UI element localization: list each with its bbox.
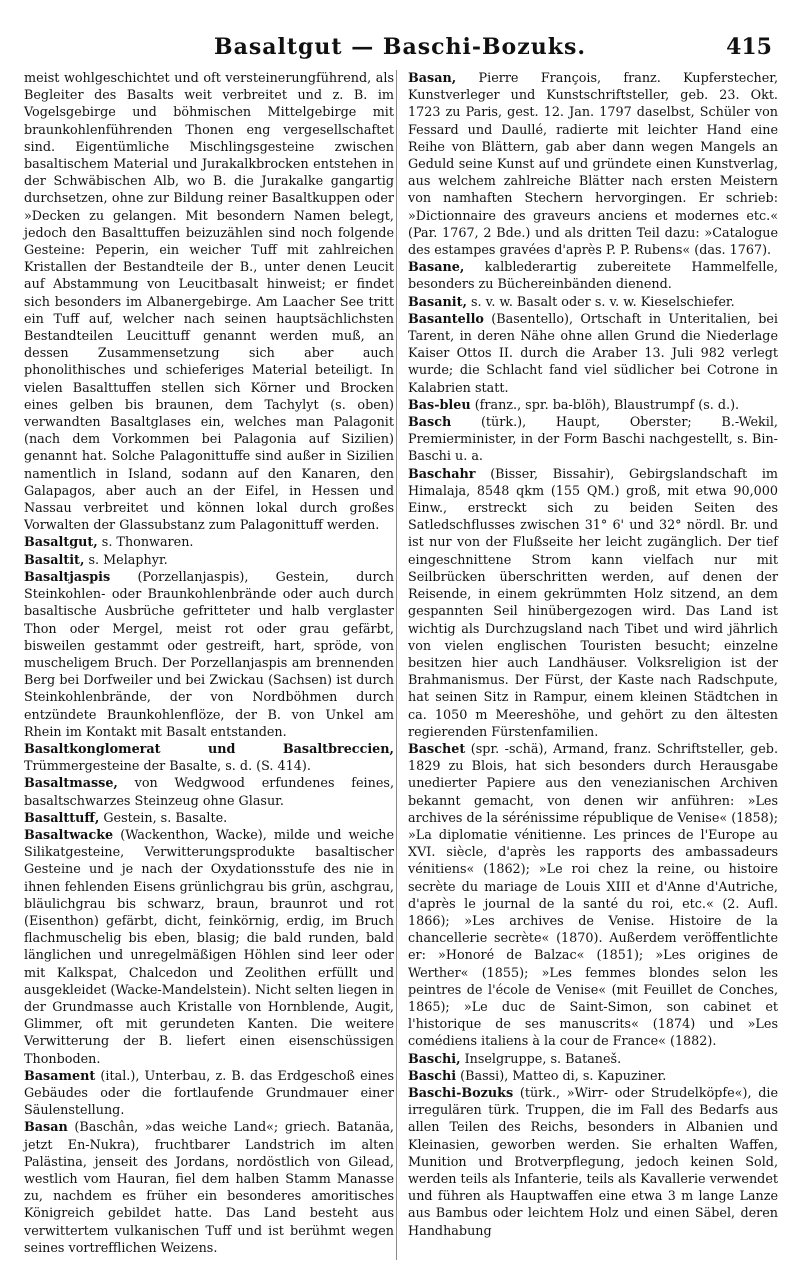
entry-text: kalblederartig zubereitete Hammelfelle, besonders zu Büchereinbänden dienend. (408, 260, 778, 293)
entry-headword: Basaltmasse, (24, 776, 118, 792)
entry-headword: Basaltkonglomerat und Basaltbreccien, (24, 741, 394, 757)
entry-headword: Basaltit, (24, 552, 85, 568)
entry-text: Inselgruppe, s. Bataneš. (460, 1051, 622, 1067)
entry-text: Trümmergesteine der Basalte, s. d. (S. 414). (24, 759, 311, 775)
entry-text: von Wedgwood erfundenes feines, basaltschwarzes Steinzeug ohne Glasur. (24, 776, 394, 809)
page-number: 415 (726, 34, 772, 60)
entry-headword: Basament (24, 1068, 96, 1084)
entry-headword: Baschi, (408, 1051, 461, 1067)
dictionary-entry (408, 741, 778, 1051)
entry-text: (türk., »Wirr- oder Strudelköpfe«), die irregulären türk. Truppen, die im Fall des Bedarfs aus allen Teilen des Reichs, besonders in Albanien und Kleinasien, geworben werden. Sie erhalten Waffen, Munition und Brotverpflegung, jedoch keinen Sold, werden teils als Infanterie, teils als Kavallerie verwendet und führen als Hauptwaffen eine etwa 3 m lange Lanze aus Bambus oder leichtem Holz und einen Säbel, deren Handhabung (408, 1085, 778, 1239)
dictionary-entry (408, 259, 778, 293)
running-header (24, 34, 776, 64)
entry-text: (franz., spr. ba-blöh), Blaustrumpf (s. d.). (470, 397, 740, 413)
entry-text: s. Thonwaren. (97, 535, 194, 551)
dictionary-entry (408, 294, 778, 311)
entry-headword: Basaltwacke (24, 827, 114, 843)
entry-text: (spr. -schä), Armand, franz. Schriftsteller, geb. 1829 zu Blois, hat sich besonders durch Herausgabe unedierter Papiere aus den venezianischen Archiven bekannt gemacht, von denen wir anführen: »Les archives de la sérénissime république de Venise« (1858); »La diplomatie vénitienne. Les princes de l'Europe au XVI. siècle, d'après les rapports des ambassadeurs vénitiens« (1862); »Le roi chez la reine, ou histoire secrète du mariage de Louis XIII et d'Anne d'Autriche, d'après le journal de la santé du roi, etc.« (2. Aufl. 1866); »Les archives de Venise. Histoire de la chancellerie secrète« (1870). Außerdem veröffentlichte er: »Honoré de Balzac« (1851); »Les origines de Werther« (1855); »Les femmes blondes selon les peintres de l'école de Venise« (mit Feuillet de Conches, 1865); »Le duc de Saint-Simon, son cabinet et l'historique de ses manuscrits« (1874) und »Les comédiens italiens à la cour de France« (1882). (408, 741, 778, 1050)
entry-headword: Baschahr (408, 466, 476, 482)
entry-text: meist wohlgeschichtet und oft versteinerungführend, als Begleiter des Basalts weit verbreitet und z. B. im Vogelsgebirge und böhmischen Mittelgebirge mit braunkohlenführenden Thonen eng vergesellschaftet sind. Eigentümliche Mischlingsgesteine zwischen basaltischem Material und Jurakalkbrocken entstehen in der Schwäbischen Alb, wo B. die Jurakalke gangartig durchsetzen, ohne zur Bildung reiner Basaltkuppen oder »Decken zu gelangen. Mit besondern Namen belegt, jedoch den Basalttuffen beizuzählen sind noch folgende Gesteine: Peperin, ein weicher Tuff mit zahlreichen Kristallen der Bestandteile der B., unter denen Leucit auf Abstammung von Leucitbasalt hinweist; er findet sich besonders im Albanergebirge. Am Laacher See tritt ein Tuff auf, welcher nach seinen hauptsächlichsten Bestandteilen Leucittuff genannt werden muß, an dessen Zusammensetzung sich aber auch phonolithisches und schieferiges Material beteiligt. In vielen Basalttuffen stellen sich Körner und Brocken eines gelben bis braunen, dem Tachylyt (s. oben) verwandten Basaltglases ein, welches man Palagonit (nach dem Vorkommen bei Palagonia auf Sizilien) genannt hat. Solche Palagonittuffe sind außer in Sizilien namentlich in Island, sodann auf den Kanaren, den Galapagos, aber auch an der Eifel, in Hessen und Nassau verbreitet und können lokal durch großes Vorwalten der Glassubstanz zum Palagonittuff werden. (24, 71, 394, 534)
entry-headword: Baschet (408, 741, 466, 757)
entry-text: s. Melaphyr. (84, 552, 168, 568)
entry-headword: Baschi (408, 1068, 457, 1084)
dictionary-entry (24, 1068, 394, 1120)
dictionary-entry (24, 1119, 394, 1257)
right-column (408, 70, 778, 1240)
dictionary-entry (24, 775, 394, 809)
dictionary-entry (24, 827, 394, 1068)
dictionary-entry (24, 569, 394, 741)
dictionary-entry (408, 1085, 778, 1240)
entry-headword: Bas-bleu (408, 397, 471, 413)
dictionary-entry (24, 810, 394, 827)
entry-headword: Baschi-Bozuks (408, 1085, 514, 1101)
dictionary-entry (24, 741, 394, 775)
entry-headword: Basch (408, 415, 452, 431)
entry-headword: Basalttuff, (24, 810, 100, 826)
dictionary-entry (408, 397, 778, 414)
entry-text: s. v. w. Basalt oder s. v. w. Kieselschiefer. (466, 294, 735, 310)
entry-headword: Basaltgut, (24, 535, 98, 551)
dictionary-entry (408, 70, 778, 259)
entry-headword: Basan (24, 1120, 68, 1136)
dictionary-entry (408, 466, 778, 741)
left-column (24, 70, 394, 1257)
entry-text: (türk.), Haupt, Oberster; B.-Wekil, Premierminister, in der Form Baschi nachgestellt, s. Bin-Baschi u. a. (408, 415, 778, 465)
running-head-title: Basaltgut — Baschi-Bozuks. (213, 34, 587, 60)
entry-text: Pierre François, franz. Kupferstecher, Kunstverleger und Kunstschriftsteller, geb. 23. Okt. 1723 zu Paris, gest. 12. Jan. 1797 daselbst, Schüler von Fessard und Daullé, radierte mit leichter Hand eine Reihe von Blättern, gab aber dann wegen Mangels an Geduld seine Kunst auf und gründete einen Kunstverlag, aus welchem zahlreiche Blätter nach ersten Meistern von namhaften Stechern hervorgingen. Er schrieb: »Dictionnaire des graveurs anciens et modernes etc.« (Par. 1767, 2 Bde.) und als dritten Teil dazu: »Catalogue des estampes gravées d'après P. P. Rubens« (das. 1767). (408, 71, 778, 259)
entry-text: (Bassi), Matteo di, s. Kapuziner. (456, 1068, 667, 1084)
entry-headword: Basan, (408, 71, 457, 86)
entry-text: (ital.), Unterbau, z. B. das Erdgeschoß eines Gebäudes oder die fortlaufende Grundmauer einer Säulenstellung. (24, 1068, 394, 1119)
dictionary-entry (24, 552, 394, 569)
column-divider (396, 70, 397, 1260)
dictionary-entry (408, 311, 778, 397)
entry-headword: Basanit, (408, 294, 467, 310)
entry-headword: Basane, (408, 260, 465, 276)
entry-text: Gestein, s. Basalte. (99, 810, 228, 826)
entry-headword: Basantello (408, 311, 484, 327)
dictionary-entry (24, 70, 394, 534)
dictionary-entry (24, 534, 394, 551)
entry-headword: Basaltjaspis (24, 569, 111, 585)
entry-text: (Baschân, »das weiche Land«; griech. Batanäa, jetzt En-Nukra), fruchtbarer Landstrich im alten Palästina, jenseit des Jordans, nordöstlich von Gilead, westlich vom Hauran, fiel dem halben Stamm Manasse zu, nachdem es früher ein besonderes amoritisches Königreich gebildet hatte. Das Land besteht aus verwittertem vulkanischen Tuff und ist berühmt wegen seines vortrefflichen Weizens. (24, 1120, 394, 1256)
entry-text: (Basentello), Ortschaft in Unteritalien, bei Tarent, in deren Nähe ohne allen Grund die Niederlage Kaiser Ottos II. durch die Araber 13. Juli 982 verlegt wurde; die Schlacht fand viel südlicher bei Cotrone in Kalabrien statt. (408, 311, 778, 396)
dictionary-entry (408, 1068, 778, 1085)
dictionary-entry (408, 1051, 778, 1068)
entry-text: (Bisser, Bissahir), Gebirgslandschaft im Himalaja, 8548 qkm (155 QM.) groß, mit etwa 90,000 Einw., erstreckt sich zu beiden Seiten des Satledschflusses zwischen 31° 6' und 32° nördl. Br. und ist nur von der Flußseite her leicht zugänglich. Der tief eingeschnittene Strom kann vielfach nur mit Seilbrücken überschritten werden, auf denen der Reisende, in einem gekrümmten Holz sitzend, an dem gespannten Seil hinübergezogen wird. Das Land ist wichtig als Durchzugsland nach Tibet und wird jährlich von vielen englischen Touristen besucht; einzelne besitzen hier auch Landhäuser. Volksreligion ist der Brahmanismus. Der Fürst, der Kaste nach Radschpute, hat seinen Sitz in Rampur, einem kleinen Städtchen in ca. 1050 m Meereshöhe, und gehört zu den ältesten regierenden Fürstenfamilien. (408, 466, 778, 740)
entry-text: (Porzellanjaspis), Gestein, durch Steinkohlen- oder Braunkohlenbrände oder auch durch basaltische Ausbrüche gefritteter und halb verglaster Thon oder Mergel, meist rot oder grau gefärbt, bisweilen gestammt oder gestreift, hart, spröde, von muscheligem Bruch. Der Porzellanjaspis am brennenden Berg bei Dorfweiler und bei Zwickau (Sachsen) ist durch Steinkohlenbrände, der von Nordböhmen durch entzündete Braunkohlenflöze, der B. von Unkel am Rhein im Kontakt mit Basalt entstanden. (24, 569, 394, 740)
dictionary-entry (408, 414, 778, 466)
entry-text: (Wackenthon, Wacke), milde und weiche Silikatgesteine, Verwitterungsprodukte basaltischer Gesteine und je nach der Oxydationsstufe des nie in ihnen fehlenden Eisens grünlichgrau bis grün, aschgrau, bläulichgrau bis schwarz, braun, braunrot und rot (Eisenthon) gefärbt, dicht, feinkörnig, erdig, im Bruch flachmuschelig bis eben, blasig; die bald runden, bald länglichen und unregelmäßigen Höhlen sind leer oder mit Kalkspat, Chalcedon und Zeolithen erfüllt und ausgekleidet (Wacke-Mandelstein). Nicht selten liegen in der Grundmasse auch Kristalle von Hornblende, Augit, Glimmer, oft mit gerundeten Kanten. Die weitere Verwitterung der B. liefert einen eisenschüssigen Thonboden. (24, 827, 394, 1067)
